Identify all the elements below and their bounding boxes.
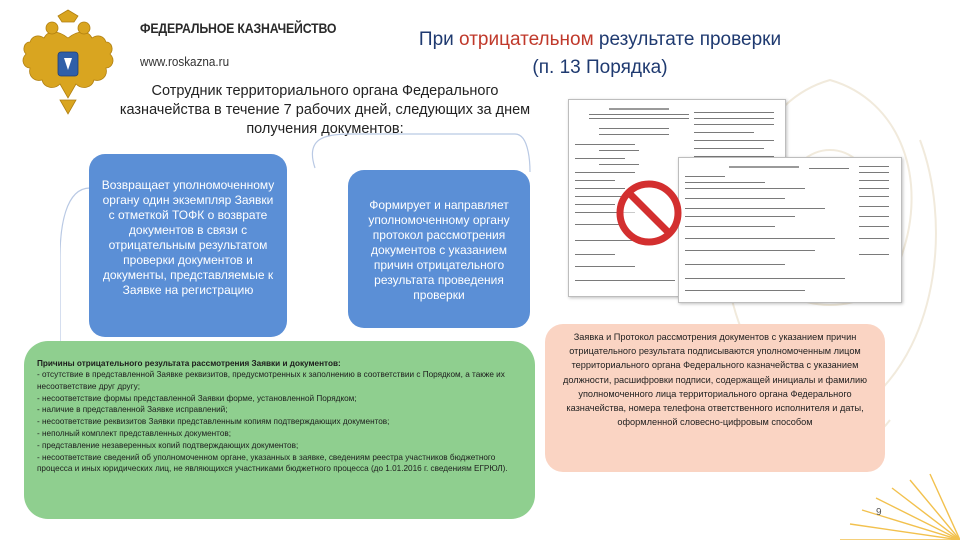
- signature-requirements-box: Заявка и Протокол рассмотрения документов с указанием причин отрицательного результата подписываются уполномоченным лицом территориального органа Федерального казначейства с указанием должности, расшифровки подписи, содержащей инициалы и фамилию уполномоченного лица территориального органа Федерального казначейства, номера телефона ответственного исполнителя и даты, оформленной словесно-цифровым способом: [545, 324, 885, 472]
- document-thumbnails: [560, 95, 900, 305]
- reason-item: - несоответствие сведений об уполномоченном органе, указанных в заявке, сведениям реестра участников бюджетного процесса и иных юридических лиц, не являющихся участниками бюджетного процесса (до 1.01.2016 г. сведениям ЕГРЮЛ).: [37, 452, 508, 474]
- reasons-title: Причины отрицательного результата рассмотрения Заявки и документов:: [37, 359, 341, 368]
- double-headed-eagle-emblem: [18, 8, 118, 118]
- page-title: [360, 26, 840, 82]
- reason-item: - представление незаверенных копий подтверждающих документов;: [37, 440, 299, 450]
- reason-item: - несоответствие формы представленной Заявки форме, установленной Порядком;: [37, 393, 357, 403]
- title-suffix: результате проверки: [593, 29, 782, 50]
- prohibition-sign-icon: [614, 178, 684, 248]
- reason-item: - отсутствие в представленной Заявке реквизитов, предусмотренных к заполнению в соответствии с Порядком, а также их несоответствие друг другу;: [37, 370, 505, 391]
- organization-name: ФЕДЕРАЛЬНОЕ КАЗНАЧЕЙСТВО: [140, 20, 337, 36]
- page-number: 9: [876, 507, 882, 518]
- reason-item: - несоответствие реквизитов Заявки представленным копиям подтверждающих документов;: [37, 417, 390, 427]
- intro-text: Сотрудник территориального органа Федерального казначейства в течение 7 рабочих дней, следующих за днем получения документов:: [119, 83, 531, 137]
- title-line-1: [360, 26, 840, 54]
- protocol-form-thumbnail: [678, 157, 902, 303]
- title-prefix: При: [418, 29, 460, 50]
- reason-item: - неполный комплект представленных документов;: [37, 428, 232, 438]
- reasons-box: [24, 341, 535, 519]
- title-line-2: (п. 13 Порядка): [532, 57, 668, 78]
- title-accent-word: отрицательном: [459, 29, 594, 50]
- corner-decoration: [840, 470, 960, 540]
- reason-item: - наличие в представленной Заявке исправлений;: [37, 405, 228, 415]
- action-protocol-box: Формирует и направляет уполномоченному органу протокол рассмотрения документов с указанием причин отрицательного результата проведения проверки: [348, 170, 530, 328]
- organization-website[interactable]: www.roskazna.ru: [140, 54, 230, 69]
- action-return-box: Возвращает уполномоченному органу один экземпляр Заявки с отметкой ТОФК о возврате документов в связи с отрицательным результатом проверки документов и документы, представляемые к Заявке на регистрацию: [89, 154, 287, 337]
- reasons-list: [37, 369, 521, 475]
